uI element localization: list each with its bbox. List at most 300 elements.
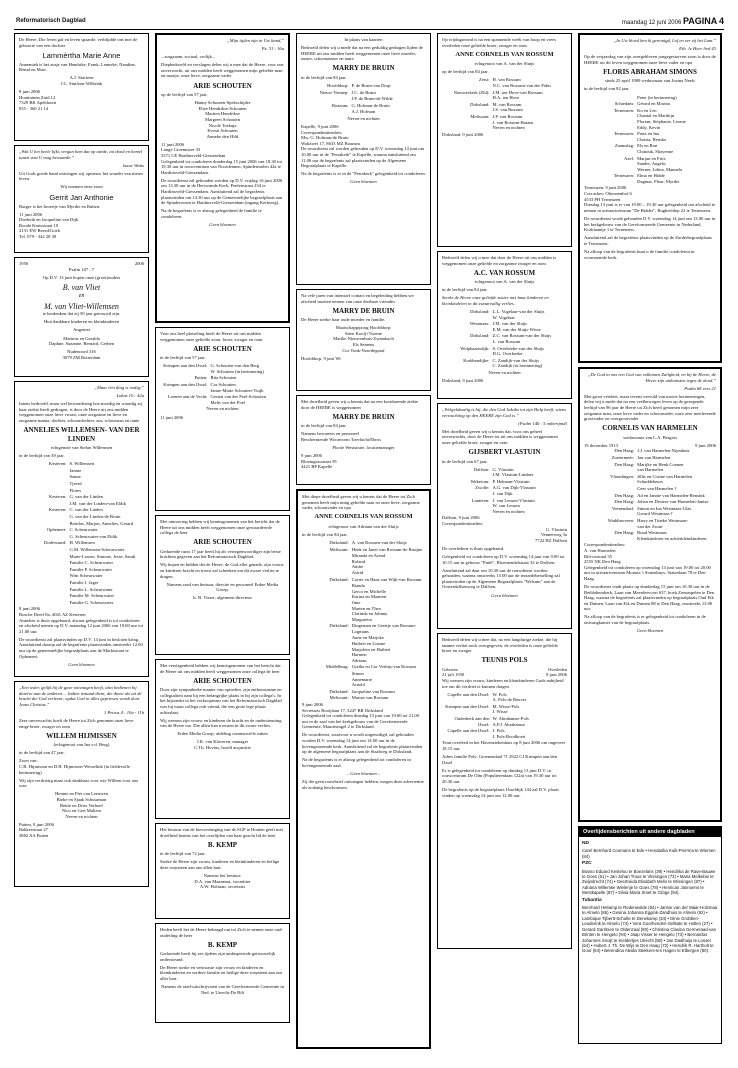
family-row: [442, 102, 567, 113]
ad-text: Annelies is thuis opgebaard, alwaar gelegenheid is tot condoleren en afscheid nemen op D.V. maandag 12 juni 2006 van 19.00 uur tot 21.00 uur.: [19, 617, 144, 634]
family-names: C. van der Linden: [69, 507, 103, 513]
address-line: 3079 ZM Rotterdam: [62, 354, 101, 360]
ad-text: Heden heeft het de Heere behaagd om tot Zich te nemen onze oud-ouderling de heer: [160, 927, 283, 938]
age-line: in de leeftijd van 84 jaar.: [442, 287, 488, 293]
family-member: Marike Nieuwenhuis-Zwambach: [333, 336, 394, 342]
obituary: [155, 823, 290, 919]
ad-footer: Geen bloemen: [68, 661, 95, 667]
death-label: Overleden: [547, 666, 567, 672]
section-label: PZC: [582, 861, 592, 867]
family-row: [302, 577, 425, 583]
ad-text: Plooie Weststrate, locatiemanager: [332, 444, 395, 450]
family-place: [19, 501, 70, 507]
family-names: Familie P. Scheurwater: [69, 566, 112, 572]
quote: „Wat U het heele lijkt, vergun hem dat op aarde, tot dood en hemel ianen vast U mag bewaarde.”: [19, 149, 143, 160]
column-2: [155, 33, 290, 1027]
family-member: Stien Koolj+Twente: [344, 330, 383, 336]
family-names: A. van Rossum-van der Sluijs: [351, 539, 407, 545]
ad-text: te herdenken dat zij 50 jaar getrouwd zijn.: [42, 311, 121, 317]
family-names: Jan van Harmelen: [637, 455, 671, 461]
family-row: [19, 507, 144, 513]
family-place: Dirksland:: [470, 333, 490, 339]
obituary: [296, 395, 431, 485]
family-names: Familie J. Jager: [69, 579, 99, 585]
obituary: [155, 923, 290, 1023]
address-line: Secretaris Booijlaan 17, 3247 BR Dirksland: [302, 707, 383, 713]
family-place: Axel:: [623, 155, 635, 161]
address-line: Waltawei 17, 8633 MZ Boazum: [301, 140, 360, 146]
family-row: [19, 527, 144, 533]
family-names: G. Scheurwater-van Eldik: [69, 533, 118, 539]
family-names: P. de Bruin-van Dorp: [351, 82, 391, 88]
family-names: J.P. van Rossum J. van Rossum-Braam Neven en nichten: [492, 113, 533, 131]
family-names: Familie M. Scheurwater: [69, 593, 115, 599]
family-member: Cor Vonk-Noordegraaf: [342, 347, 385, 353]
ad-text: Bedroefd delen wij u mede dat na een geduldig gedragen lijden de HEERE uit ons midden heeft weggenomen onze lieve moeder, zuster, schoonzuster en tante: [301, 45, 423, 62]
obituary: [437, 633, 572, 949]
ad-text: Beschermende Woonvorm Toevlucht/Ebros: [301, 436, 382, 442]
family-names: Jacqueline van Rossum: [351, 688, 395, 694]
obituary: [14, 681, 149, 887]
family-row: [19, 580, 144, 586]
phone: 055 - 360 21 14: [19, 105, 49, 111]
ad-text: Na afloop van de begrafenis kunt u de familie condoleren in voornoemde kerk.: [584, 248, 695, 260]
family-row: [442, 716, 567, 727]
family-place: [19, 593, 70, 599]
family-row: [442, 346, 567, 357]
ad-text: Met diepe droefheid geven wij u kennis dat de Heere tot Zich genomen heeft mijn innig geliefde man en onze lieve, zorgzame vader, schoonvader en opa: [302, 494, 420, 511]
column-5: [578, 33, 722, 1048]
quote: „In Uw bloed ben ik gereinigd, Lof en eer zij het Lam.”: [613, 38, 716, 43]
family-names: Ko en Len Chantal en Marthijn Florian, Stéphanie, Leonie Eddy, Kevin: [637, 107, 686, 130]
ad-text: Namens bewoners en personeel: [301, 431, 360, 437]
address-line: 2131 EW Beesd/Goek: [19, 228, 60, 234]
ad-date: 9 juni 2006: [302, 702, 323, 707]
ad-text: Teun overleed in het Havenziekenhuis op 8 juni 2006 om ongeveer 18.15 uur.: [442, 740, 566, 751]
ad-text: Uit Gods goede hand ontvingen wij opnieuw het wonder van nieuw leven.: [19, 170, 144, 182]
ad-text: Gelegenheid tot condoleren dinsdag 13 juni van 19.00 tot 21.00 uur in de zaal van het kerkgebouw van de Gereformeerde Gemeente, Mauritsingel 2 te Dirksland.: [302, 713, 419, 730]
age-line: in de leeftijd van 84 jaar.: [302, 531, 348, 537]
ad-text: Namens de raad-uitschrijvaten van de Gereformeerde Gemeente in Ned. te Utrecht-De Bilt: [161, 984, 284, 995]
spouse-line: (echtgenoot van Ina v.d. Berg): [53, 742, 110, 748]
age-line: in de leeftijd van 84 jaar.: [301, 74, 347, 80]
family-place: Dirksland:: [329, 623, 349, 629]
deceased-name: CORNELIS VAN HARMELEN: [602, 424, 698, 433]
family-row: [442, 485, 567, 496]
family-row: [19, 547, 144, 553]
age-line: in de leeftijd van 47 jaar.: [19, 750, 65, 756]
ad-date: Dirksland, 9 juni 2006: [442, 131, 484, 137]
obituary: [437, 251, 572, 399]
obituary: [578, 33, 722, 363]
family-place: [19, 481, 70, 487]
ad-text: Door zijn sympathieke manier van optreden, zijn enthousiasme en collegialiteit nam hij een belangrijke plaats in bij zijn collega's. In het bijzonder in het verkoopteam van het Reformatorisch Dagblad was hij naast collega ook vriend, die een grote lege plaats achterlaat.: [160, 687, 282, 715]
deceased-name: GIJSBERT VLASTUIN: [468, 448, 541, 457]
ad-text: Gedurende ruim 17 jaar heeft hij als vertegenwoordiger zijn beste krachten gegeven aan het Reformatorisch Dagblad.: [160, 548, 281, 560]
deceased-name: ANNELIES WILLEMSEN- VAN DER LINDEN: [23, 426, 140, 443]
deceased-name: B. KEMP: [207, 940, 238, 949]
family-names: Miranda en Arend Roland Andre Astrid: [351, 553, 386, 575]
family-names: Peter (in herinnering): [637, 94, 677, 100]
family-place: Middelburg:: [325, 664, 349, 670]
family-list: [584, 448, 716, 541]
family-names: Cees van Harmelen †: [637, 486, 677, 491]
deceased-name: MARRY DE BRUIN: [332, 412, 395, 421]
phone: Tel. 079 - 342 28 30: [19, 234, 57, 240]
ad-date: Dirksland, 9 juni 2006: [442, 378, 484, 384]
page-number: 4: [718, 16, 724, 26]
family-row: [442, 498, 567, 515]
family-row: [160, 382, 285, 393]
ad-text: J.K. van Klaveren, manager: [196, 739, 249, 745]
column-1: [14, 33, 149, 891]
family-row: [302, 689, 425, 695]
family-row: [19, 600, 144, 606]
ad-text: De rouwdienst vindt plaats op donderdag 15 juni om 10.30 uur in de Bethlehemkerk, Laan van Meerdervoort 637, hoek Zeezaspelen te Den Haag, waarna de begrafenis zal plaatsvinden op begraafplaats Oud Eik en Duinen, Laan van Eik en Duinen 88 te Den Haag, omstreeks 13.00 uur.: [584, 584, 715, 612]
family-member: Bettie en Driss Verhoef: [60, 802, 103, 808]
spouse-line: weduwnaar van L.A. Bergers: [623, 434, 677, 440]
family-place: Kesteren:: [48, 507, 67, 513]
family-names: J.C. de Bruin: [351, 89, 376, 95]
family-row: [584, 474, 716, 485]
person-name: M. van Vliet-Willemsen: [44, 301, 119, 311]
family-member: Hennie en Piet van Leeuwen: [55, 791, 108, 797]
address-line: Bakkerstraat 27: [19, 827, 48, 833]
family-names: A.J. Hofman: [351, 109, 376, 115]
family-place: [19, 567, 70, 573]
family-names: Rita Schouten: [210, 375, 237, 381]
family-names: P. Hekman-Vlastuin: [492, 478, 530, 484]
ad-text: Rutger is het broertje van Myrthe en Ruben.: [19, 203, 101, 209]
family-row: [442, 358, 567, 369]
family-place: Terneuzen:: [613, 131, 635, 137]
family-names: M. Wisse-Pols J. Wisse: [492, 703, 520, 715]
family-row: [442, 77, 567, 88]
family-list: [160, 363, 285, 405]
address-line: 3371 CE Hardinxveld-Giessendam: [161, 153, 226, 158]
family-row: [160, 363, 285, 374]
family-row: [301, 103, 426, 109]
family-place: Nieuw-Vennep:: [319, 89, 349, 95]
ad-text: Aansluitend zal daar om 10.30 uur de rouwdienst worden gehouden, waarna omstreeks 13.00 uur de teraardebestelling zal plaatsvinden op de Algemene Begraafplaats "Welsum" aan de Oosterdalfsenweg te Dalfsen.: [442, 567, 560, 590]
quote-source: Eib. Je Heer lied 43: [679, 46, 716, 52]
family-member: Everat Schouten: [207, 128, 238, 134]
family-place: [302, 671, 352, 688]
family-place: Krimpen aan den IJssel:: [163, 363, 208, 369]
family-row: [19, 587, 144, 593]
child-name: Gerrit Jan Anthonie: [49, 192, 114, 202]
family-row: [442, 692, 567, 703]
ad-text: De rouwdienst zal worden gehouden op D.V. woensdag 14 juni om 10.00 uur in de "Petrakerk" te Kapelle, waarna aansluitend om 11.00 uur de begrafenis zal plaatsvinden op de Algemene Begraafplaats te Kapelle.: [301, 146, 425, 169]
family-row: [19, 540, 144, 546]
address-line: 7329 BK Apeldoorn: [19, 100, 57, 106]
family-row: [160, 394, 285, 405]
birth-label: Geboren: [442, 666, 458, 672]
family-place: [19, 514, 70, 520]
family-row: [19, 488, 144, 494]
family-names: Gesien van der Poel-Schouten Melis van der Poel: [210, 394, 266, 405]
ad-text: Met verslagenheid hebben wij kennisgenomen van het bericht dat de Heere uit ons midden heeft weggenomen onze collega de heer: [160, 663, 281, 674]
address-line: Bilt-rostraal 35: [584, 553, 612, 559]
family-names: Corrie en Hans van Wijk-van Rossum: [351, 576, 422, 582]
quote-source: Isaac Watts: [122, 162, 144, 168]
parent-name: J.C. Stuifzen-Wilbrink: [60, 80, 103, 86]
quote: „Maar één ding is nodig;”: [94, 385, 144, 390]
ad-text: Wij noemen onze zoon: [60, 184, 103, 190]
ad-text: De overledene is thuis opgebaard.: [442, 545, 505, 551]
family-place: Den Haag:: [614, 492, 635, 498]
family-names: Jannie: [69, 467, 82, 473]
family-row: [584, 506, 716, 517]
family-names: Z.C. van Rossum-van der Sluijs L. van Rossum: [492, 333, 552, 345]
family-names: Simon en Ina Westmaas-Glas Gerard Westmaas †: [637, 505, 692, 517]
family-place: Krimpen aan den IJssel:: [163, 382, 208, 388]
ad-text: C.B. Hijmissen en D.H. Hijmissen-Wesselink (in liefdevolle herinnering): [19, 763, 130, 775]
family-row: [19, 514, 144, 520]
family-row: [584, 95, 716, 101]
paper-name: Reformatorisch Dagblad: [16, 18, 86, 24]
family-row: [302, 695, 425, 701]
address-line: 3882 AA Putten: [19, 832, 49, 838]
ad-text: D.A. van Maanenat, voorzitter: [194, 878, 251, 884]
quote-source: 1 Petrus 4 : 10a - 11b: [104, 709, 144, 715]
overview-title: Overlijdensberichten uit andere dagbladen: [579, 827, 721, 837]
family-place: [19, 554, 70, 560]
family-names: Ad en Jannie van Harmelen-Rensink: [637, 492, 705, 498]
deceased-name: MARRY DE BRUIN: [332, 64, 395, 73]
quote-source: Ps. 31 : 16a: [261, 46, 284, 52]
deceased-name: ARIE SCHOUTEN: [193, 676, 252, 685]
quote-source: (Psalm 146 : 5 onberijmd): [518, 420, 567, 426]
age-line: in de leeftijd van 67 jaar.: [442, 458, 488, 464]
family-place: Ouderkerk aan den IJssel:: [454, 716, 490, 727]
family-names: M. van Rossum J.S. van Rossum: [492, 101, 523, 113]
address-line: 4533 PH Terneuzen: [584, 196, 621, 202]
family-names: Tjeerd: [69, 481, 82, 487]
family-row: [302, 664, 425, 670]
masthead: [14, 18, 724, 28]
deceased-name: B. KEMP: [207, 840, 238, 849]
masthead-rule: [14, 29, 724, 30]
family-place: Zwolle:: [475, 485, 490, 491]
person-name: B. van Vliet: [62, 282, 101, 292]
deceased-name: TEUNIS POLS: [481, 656, 528, 665]
family-names: Marie-Louise, Simone, Jesse, Sarah: [69, 553, 136, 559]
ad-text: De rouwdienst wordt gehouden D.V. woensdag 14 juni om 13.00 uur in het kerkgebouw van de Gereformeerde Gemeente in Nederland, Korklaantje 1 te Terneuzen.: [584, 215, 716, 233]
family-row: [19, 593, 144, 599]
family-names: J.M. van der Sluijs E.M. van der Sluijs-Wisse: [492, 321, 541, 332]
family-member: Neven en nichten: [65, 813, 98, 819]
family-place: Den Haag:: [614, 499, 635, 505]
address-line: Correspondentieadres:: [584, 542, 626, 548]
birth-announcement: [14, 145, 149, 253]
family-place: Dalfsen:: [473, 466, 490, 472]
family-place: [19, 573, 70, 579]
address-line: 2555 NK Den Haag: [584, 559, 621, 565]
family-place: [302, 635, 352, 663]
family-place: [301, 109, 352, 115]
ad-date: 8 juni 2006: [19, 89, 40, 95]
ad-text: Annemieh is het zusje van Hendrike, Frank, Lenneke, Nandine, Remd en Marc.: [19, 61, 136, 73]
ad-text: Namens raad van bestuur, directie en personeel Erdee Media Groep,: [166, 581, 279, 593]
family-names: Harry en Tineke Westmaas- van der Zwan: [637, 517, 689, 529]
family-place: Melissant:: [329, 695, 349, 701]
family-names: S. Willemsen: [69, 461, 94, 467]
family-place: [19, 600, 70, 606]
family-row: [584, 143, 716, 154]
family-member: Nicole Toekaja: [208, 122, 237, 128]
family-member: Els Semens: [352, 342, 375, 348]
family-place: Terneuzen:: [613, 107, 635, 113]
parent-name: Diederik en Jacqueline van Dijk: [19, 217, 79, 223]
obituary: [14, 381, 149, 677]
ad-text: De Heere, Die leven gaf en leven spaarde, verblijdde ons met de geboorte van een dochter: [19, 37, 138, 48]
family-row: [302, 540, 425, 546]
family-place: [584, 486, 637, 492]
family-place: [19, 587, 70, 593]
ad-text: Neven en nichten: [347, 115, 380, 121]
deceased-name: ARIE SCHOUTEN: [193, 538, 252, 547]
family-place: Vlaardingen:: [610, 473, 635, 479]
ad-text: Na de begrafenis is er in de "Petrakerk" gelegenheid tot condoleren.: [301, 171, 426, 177]
family-names: Els en Ron Chinouk, Shayenne: [637, 143, 674, 154]
deceased-name: WILLEM HIJMISSEN: [46, 731, 117, 740]
ad-text: De rouwdienst, waarvoor u wordt uitgenodigd, zal gehouden worden D.V. woensdag 14 juni om 14.00 uur in de bovengenoemde kerk. Aansluitend zal de begrafenis plaatsvinden op de algemene begraafplaats aan de Staalweg te Dirksland.: [302, 732, 423, 755]
deceased-name: MARRY DE BRUIN: [332, 306, 395, 315]
family-row: [302, 547, 425, 553]
ad-date: Terneuzen, 9 juni 2006: [584, 185, 627, 191]
obituary: [155, 659, 290, 819]
family-place: Dirksland:: [329, 576, 349, 582]
ad-text: Ir. B. Visser, algemeen directeur: [192, 595, 253, 601]
ad-text: De Heere sterke haar oude moeder en familie.: [301, 317, 386, 323]
address-line: Houttuinen Zuid 12: [19, 94, 56, 100]
ad-date: 11 juni 2006: [160, 414, 184, 420]
obituary: [296, 489, 431, 1049]
ad-text: Er is gelegenheid tot condoleren op dinsdag 13 juni D.V. in rouwcentrum De Olm (Populierenlaan 122a) van 19.30 uur tot 20.30 uur.: [442, 767, 557, 784]
family-names: Gérard en Marina: [637, 101, 670, 107]
spouse-line: echtgenoot van Adriana van der Sluijs: [328, 523, 399, 529]
age-line: in de leeftijd van 82 jaar.: [584, 86, 630, 92]
family-place: [19, 521, 70, 527]
obituary: [155, 515, 290, 655]
family-row: [442, 321, 567, 332]
family-names: G. Schouten-van den Berg W. Schouten (in herinnering): [210, 363, 264, 374]
ad-text: Marinus en Geralda: [63, 335, 100, 341]
obituary: [437, 403, 572, 629]
family-names: J.J. van Harmelen-Nijenhuis: [637, 448, 690, 454]
family-place: Westmaas:: [469, 321, 490, 327]
obituary: [155, 327, 290, 511]
ad-text: De rouwdienst zal plaatsvinden op D.V. 14 juni in besloten kring. Aansluitend daarop zal de begrafenis plaatsvinden omstreeks 12.00 uur op de gemeentelijke begraafplaats aan de Marktstraat te Ophemert.: [19, 636, 143, 659]
ad-text: Zoon van:: [19, 758, 38, 764]
ad-date: 11 juni 2006: [161, 141, 185, 147]
family-row: [302, 583, 425, 622]
family-row: [19, 573, 144, 579]
ad-text: Wij zijn verdrietig maar ook dankbaar voor wie Willem voor ons was:: [19, 777, 139, 789]
address-line: Roode Kruisstraat 10: [19, 222, 59, 228]
family-place: Schiedam:: [614, 101, 635, 107]
spouse-line: echtgenote van Stefan Willemsen: [50, 445, 113, 451]
ad-text: Na de begrafenis is er alsnog gelegenheid tot condoleren in bovengenoemde zaal.: [302, 757, 411, 768]
family-place: [301, 96, 352, 102]
family-names: Bertilas, Marjon, Annelies, Gerard: [69, 520, 134, 526]
family-row: [442, 90, 567, 101]
family-row: [301, 96, 426, 102]
family-place: Den Haag:: [614, 530, 635, 536]
ad-text: A.W. Hofman, secretaris: [199, 884, 246, 890]
family-row: [442, 479, 567, 485]
family-row: [19, 481, 144, 487]
conjunction: en: [78, 293, 85, 300]
ad-text: C.Th. Hovius, hoofd acquisitie: [194, 745, 251, 751]
obituary: [578, 367, 722, 822]
age-line: in de leeftijd van 57 jaar.: [160, 355, 206, 361]
family-place: Dirksland:: [470, 309, 490, 315]
family-names: Wim Scheurwater: [69, 573, 103, 579]
ad-text: De rouwdienst zal gehouden worden op D.V. vrijdag 16 juni 2006 om 13.30 uur in de Hervormde Kerk, Peulenstraat 234 te Hardinxveld-Giessendam. Aansluitend zal de begrafenis plaatsvinden om 14.30 uur op de Gemeentelijke begraafplaats aan de Spinderooien te Hardinxveld-Giessendam (ingang Kerkweg).: [161, 177, 283, 206]
family-names: Petra en Ina Christa, Renske: [637, 131, 667, 142]
family-member: Hanny Schouten-Spekschijder: [194, 100, 251, 106]
ad-text: Wij wensen zijn vrouw, kinderen en kleinkinderen Gods nabijheid toe om dit verdriet te kunnen dragen.: [442, 677, 564, 689]
quote: „Welgelukzalig is hij, die den God Jakobs tot zijn Hulp heeft, wiens verwachting op den HEERE zijn God is.”: [442, 407, 566, 418]
age-line: in de leeftijd van 84 jaar.: [301, 423, 347, 429]
family-member: Martien Hendrikse: [205, 111, 240, 117]
family-row: [301, 109, 426, 115]
family-names: C. Scheurwater: [69, 527, 98, 533]
address-line: Corr.adres: Oltenoenhof 6: [584, 191, 632, 197]
address-line: A. van Harmelen: [584, 547, 616, 553]
family-place: Putten:: [194, 375, 208, 381]
address-line: Mw. G. Hofman-de Bruin: [301, 135, 349, 141]
spouse-line: echtgenoot van A. van der Sluijs: [474, 61, 535, 67]
ad-text: Gelegenheid tot condoleren op woensdag 14 juni van 19.00 tot 20.00 uur in uitvaartcentrum Monuta 't Statenhuys, Statenlaan 78 te Den Haag.: [584, 564, 711, 581]
obituary: [296, 33, 431, 285]
family-place: [19, 560, 70, 566]
family-row: [442, 728, 567, 739]
family-place: Zeist:: [479, 77, 490, 83]
family-row: [19, 501, 144, 507]
family-names: W. Pols A. Pols-de Reuver: [492, 691, 527, 703]
family-place: Boazum:: [331, 102, 349, 108]
family-names: G. van der Linden: [69, 494, 103, 500]
ad-date: 11 juni 2006: [19, 211, 43, 217]
deceased-name: ANNE CORNELIS VAN ROSSUM: [314, 513, 413, 521]
address-line: Nudenoord 316: [67, 349, 96, 355]
family-list: [584, 95, 716, 185]
year-start: 1956: [19, 261, 29, 266]
ad-date: 8 juni 2006: [19, 606, 40, 612]
family-names: C. Zandijk-van der Sluijs C. Zandijk (in herinnering): [492, 357, 543, 369]
family-place: Terneuzen:: [613, 173, 635, 179]
family-list: [19, 461, 144, 605]
family-names: Marijke en Henk Coenen van Harmelen: [637, 461, 684, 473]
family-names: H. van Rossum N.C. van Rossum-van der Palm: [492, 77, 551, 88]
family-place: Zaamslag:: [615, 143, 635, 149]
family-row: [442, 309, 567, 320]
ad-footer: Geen bloemen: [491, 592, 518, 598]
family-place: [302, 583, 352, 622]
obituary: [437, 33, 572, 247]
ad-text: Op D.V. 13 juni hopen onze (groot)ouders: [42, 274, 121, 280]
family-place: [19, 474, 70, 480]
deceased-name: ARIE SCHOUTEN: [193, 344, 252, 353]
family-names: G. van der Linden-de Bruin: [69, 514, 121, 519]
ad-text: Met droefheid geven wij u kennis dat, voor ons geheel onverwachts, door de Heere tot uit ons midden is weggenomen onze geliefde broer, zwager en oom: [442, 428, 558, 445]
family-place: Loenen aan de Vecht:: [167, 394, 208, 400]
family-row: [584, 131, 716, 142]
birth-date: 21 juli 1930: [442, 672, 465, 678]
